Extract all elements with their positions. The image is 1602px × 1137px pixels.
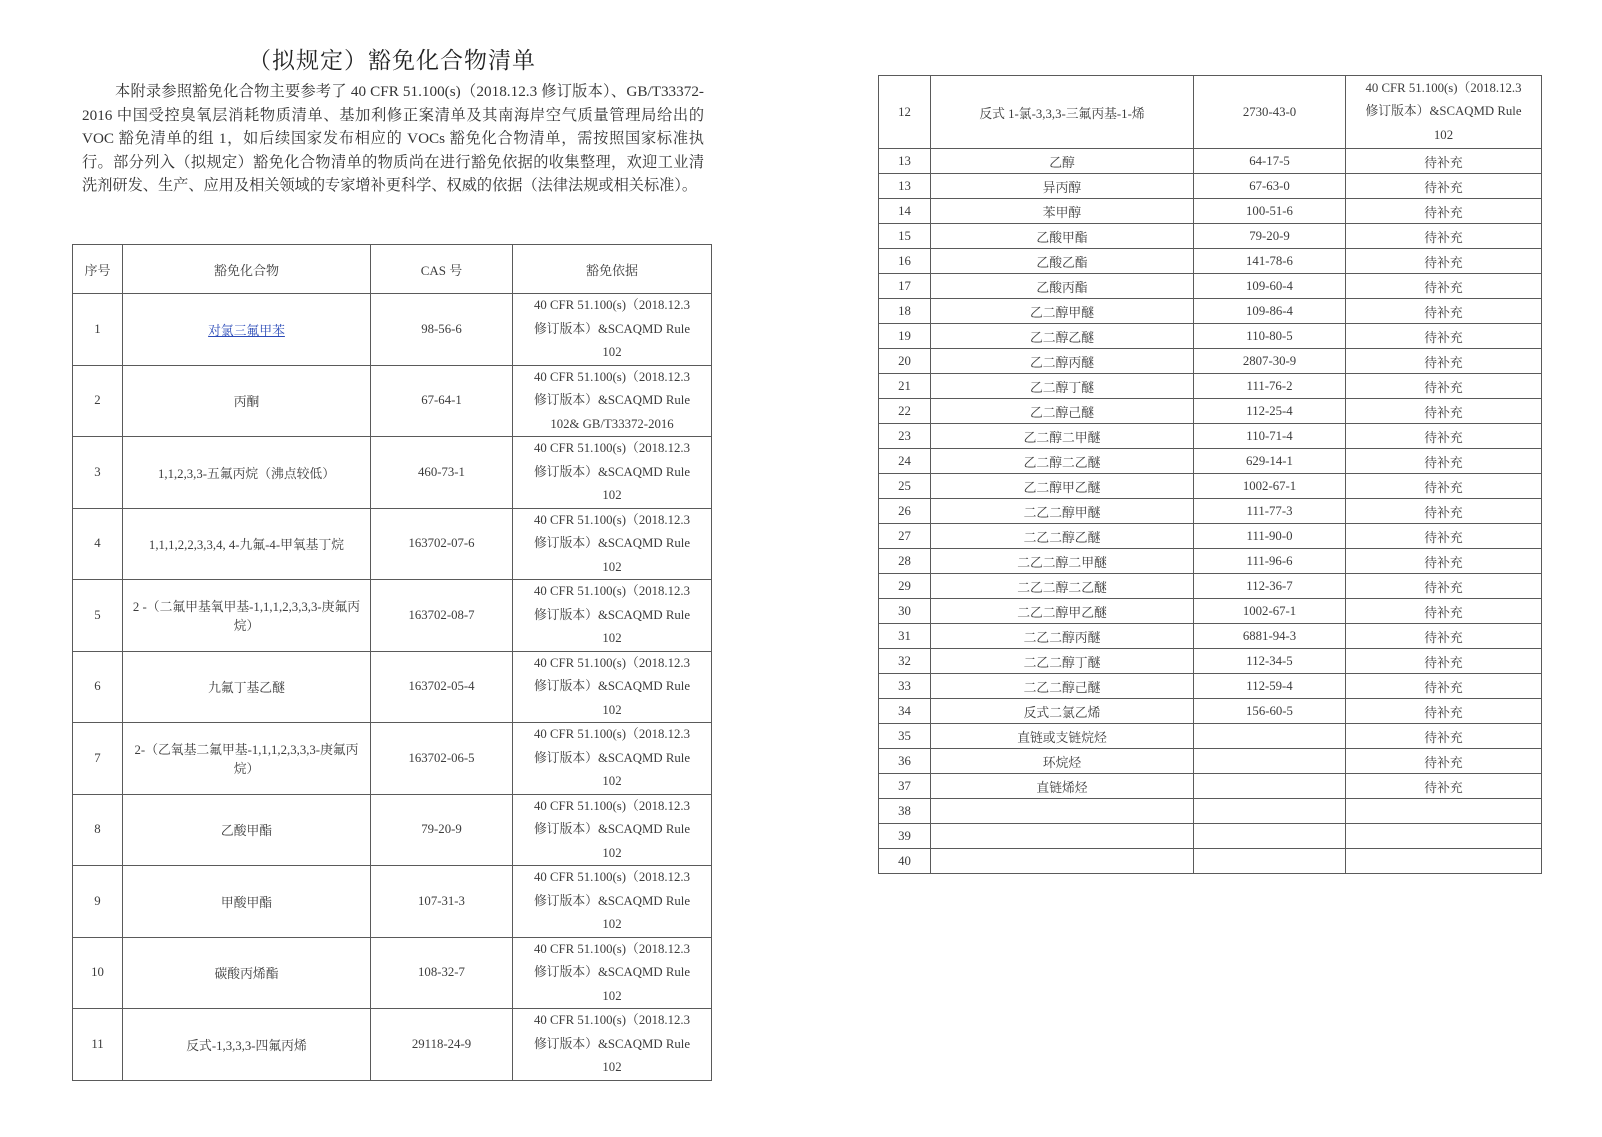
cas-number: 29118-24-9 xyxy=(371,1009,513,1081)
cas-number xyxy=(1194,799,1346,824)
basis-line: 40 CFR 51.100(s)（2018.12.3 xyxy=(533,870,691,884)
row-number: 10 xyxy=(73,937,123,1009)
compound-name: 直链烯烃 xyxy=(931,774,1194,799)
compound-name: 二乙二醇己醚 xyxy=(931,674,1194,699)
cas-number: 2807-30-9 xyxy=(1194,349,1346,374)
exemption-basis: 待补充 xyxy=(1346,624,1542,649)
cas-number: 1002-67-1 xyxy=(1194,474,1346,499)
basis-line: 修订版本）&SCAQMD Rule xyxy=(533,822,691,836)
row-number: 26 xyxy=(879,499,931,524)
compound-name: 乙酸乙酯 xyxy=(931,249,1194,274)
exemption-basis xyxy=(513,1009,712,1081)
compound-name: 反式二氯乙烯 xyxy=(931,699,1194,724)
row-number: 15 xyxy=(879,224,931,249)
exemption-basis: 待补充 xyxy=(1346,674,1542,699)
exemption-basis: 待补充 xyxy=(1346,324,1542,349)
basis-line: 102 xyxy=(602,774,622,788)
exemption-basis xyxy=(1346,824,1542,849)
row-number: 8 xyxy=(73,794,123,866)
table-row xyxy=(879,149,1542,174)
table-row xyxy=(879,699,1542,724)
basis-line: 102 xyxy=(602,702,622,717)
row-number: 35 xyxy=(879,724,931,749)
row-number: 30 xyxy=(879,599,931,624)
compound-name: 乙二醇丁醚 xyxy=(931,374,1194,399)
exempt-compound-table-right xyxy=(878,75,1542,874)
table-row xyxy=(879,299,1542,324)
compound-name: 1,1,1,2,2,3,3,4, 4-九氟-4-甲氧基丁烷 xyxy=(123,508,371,580)
row-number: 33 xyxy=(879,674,931,699)
header-basis: 豁免依据 xyxy=(513,245,712,294)
cas-number xyxy=(1194,774,1346,799)
table-row xyxy=(879,574,1542,599)
compound-name: 乙二醇二乙醚 xyxy=(931,449,1194,474)
exemption-basis: 待补充 xyxy=(1346,374,1542,399)
compound-name: 碳酸丙烯酯 xyxy=(123,937,371,1009)
row-number: 11 xyxy=(73,1009,123,1081)
table-row xyxy=(879,849,1542,874)
basis-line: 修订版本）&SCAQMD Rule xyxy=(533,607,691,622)
row-number: 17 xyxy=(879,274,931,299)
cas-number: 6881-94-3 xyxy=(1194,624,1346,649)
table-row xyxy=(73,866,712,938)
row-number: 32 xyxy=(879,649,931,674)
compound-name xyxy=(931,799,1194,824)
compound-name xyxy=(931,824,1194,849)
compound-name xyxy=(123,294,371,366)
table-row xyxy=(879,649,1542,674)
compound-name: 九氟丁基乙醚 xyxy=(123,651,371,723)
basis-line: 102 xyxy=(1433,127,1454,142)
cas-number: 110-71-4 xyxy=(1194,424,1346,449)
basis-line: 102 xyxy=(602,559,622,574)
cas-number: 109-86-4 xyxy=(1194,299,1346,324)
compound-name: 二乙二醇丁醚 xyxy=(931,649,1194,674)
compound-name: 2 -（二氟甲基氧甲基-1,1,1,2,3,3,3-庚氟丙烷） xyxy=(123,580,371,652)
compound-name: 环烷烃 xyxy=(931,749,1194,774)
basis-line: 40 CFR 51.100(s)（2018.12.3 xyxy=(533,512,691,527)
table-row xyxy=(879,824,1542,849)
compound-name: 二乙二醇二乙醚 xyxy=(931,574,1194,599)
cas-number: 163702-08-7 xyxy=(371,580,513,652)
basis-line: 40 CFR 51.100(s)（2018.12.3 xyxy=(533,941,691,956)
compound-name: 苯甲醇 xyxy=(931,199,1194,224)
table-row xyxy=(879,199,1542,224)
exemption-basis: 待补充 xyxy=(1346,524,1542,549)
row-number: 14 xyxy=(879,199,931,224)
row-number: 3 xyxy=(73,437,123,509)
cas-number: 2730-43-0 xyxy=(1194,76,1346,149)
basis-line: 修订版本）&SCAQMD Rule xyxy=(533,965,691,979)
basis-line: 40 CFR 51.100(s)（2018.12.3 xyxy=(533,298,691,312)
basis-line: 102 xyxy=(602,631,622,645)
table-row xyxy=(879,474,1542,499)
table-row xyxy=(879,449,1542,474)
cas-number xyxy=(1194,749,1346,774)
row-number: 23 xyxy=(879,424,931,449)
compound-name: 反式-1,3,3,3-四氟丙烯 xyxy=(123,1009,371,1081)
exemption-basis: 待补充 xyxy=(1346,349,1542,374)
header-compound: 豁免化合物 xyxy=(123,245,371,294)
row-number: 19 xyxy=(879,324,931,349)
basis-line: 修订版本）&SCAQMD Rule xyxy=(533,321,691,336)
compound-name: 二乙二醇甲乙醚 xyxy=(931,599,1194,624)
exemption-basis xyxy=(513,794,712,866)
exemption-basis: 待补充 xyxy=(1346,299,1542,324)
intro-paragraph xyxy=(82,80,704,198)
cas-number: 163702-05-4 xyxy=(371,651,513,723)
cas-number: 112-59-4 xyxy=(1194,674,1346,699)
cas-number: 64-17-5 xyxy=(1194,149,1346,174)
row-number: 29 xyxy=(879,574,931,599)
table-row xyxy=(73,294,712,366)
basis-line: 修订版本）&SCAQMD Rule xyxy=(1365,104,1522,119)
cas-number xyxy=(1194,824,1346,849)
intro-text: 本附录参照豁免化合物主要参考了 40 CFR 51.100(s)（2018.12.3 修订版本）、GB/T33372-2016 中国受控臭氧层消耗物质清单、基加利修正案清单及其南海岸空气质量管理局给出的 VOC 豁免清单的组 1，如后续国家发布相应的 VOCs 豁免化合物清单，需按照国家标准执行。部分列入（拟规定）豁免化合物清单的物质尚在进行豁免依据的收集整理，欢迎工业清洗剂研发、生产、应用及相关领域的专家增补更科学、权威的依据（法律法规或相关标准）。 xyxy=(82,83,704,194)
compound-name: 二乙二醇甲醚 xyxy=(931,499,1194,524)
exemption-basis xyxy=(513,866,712,938)
compound-name: 乙二醇丙醚 xyxy=(931,349,1194,374)
cas-number: 67-64-1 xyxy=(371,365,513,437)
row-number: 27 xyxy=(879,524,931,549)
row-number: 5 xyxy=(73,580,123,652)
row-number: 9 xyxy=(73,866,123,938)
exemption-basis xyxy=(513,365,712,437)
exemption-basis xyxy=(513,651,712,723)
basis-line: 修订版本）&SCAQMD Rule xyxy=(533,679,691,693)
cas-number: 629-14-1 xyxy=(1194,449,1346,474)
compound-name: 乙酸丙酯 xyxy=(931,274,1194,299)
exemption-basis: 待补充 xyxy=(1346,549,1542,574)
table-row xyxy=(879,249,1542,274)
basis-line: 102 xyxy=(602,488,622,502)
compound-name: 乙酸甲酯 xyxy=(123,794,371,866)
table-row xyxy=(879,524,1542,549)
compound-name: 甲酸甲酯 xyxy=(123,866,371,938)
table-row xyxy=(879,224,1542,249)
compound-name: 2-（乙氧基二氟甲基-1,1,1,2,3,3,3-庚氟丙烷） xyxy=(123,723,371,795)
cas-number: 163702-06-5 xyxy=(371,723,513,795)
compound-name: 二乙二醇丙醚 xyxy=(931,624,1194,649)
cas-number: 107-31-3 xyxy=(371,866,513,938)
exemption-basis: 待补充 xyxy=(1346,424,1542,449)
row-number: 13 xyxy=(879,149,931,174)
row-number: 4 xyxy=(73,508,123,580)
compound-name: 二乙二醇乙醚 xyxy=(931,524,1194,549)
table-row xyxy=(879,499,1542,524)
row-number: 22 xyxy=(879,399,931,424)
basis-line: 40 CFR 51.100(s)（2018.12.3 xyxy=(533,798,691,813)
cas-number: 109-60-4 xyxy=(1194,274,1346,299)
table-row xyxy=(73,508,712,580)
basis-line: 102 xyxy=(602,917,622,931)
header-cas: CAS 号 xyxy=(371,245,513,294)
cas-number: 111-90-0 xyxy=(1194,524,1346,549)
basis-line: 40 CFR 51.100(s)（2018.12.3 xyxy=(533,727,691,741)
basis-line: 修订版本）&SCAQMD Rule xyxy=(533,464,691,479)
row-number: 39 xyxy=(879,824,931,849)
table-row xyxy=(879,424,1542,449)
compound-name: 乙二醇己醚 xyxy=(931,399,1194,424)
exemption-basis: 待补充 xyxy=(1346,649,1542,674)
row-number: 24 xyxy=(879,449,931,474)
table-row xyxy=(879,349,1542,374)
table-row xyxy=(879,624,1542,649)
table-row xyxy=(73,1009,712,1081)
basis-line: 40 CFR 51.100(s)（2018.12.3 xyxy=(533,584,691,598)
exemption-basis: 待补充 xyxy=(1346,449,1542,474)
cas-number: 1002-67-1 xyxy=(1194,599,1346,624)
row-number: 21 xyxy=(879,374,931,399)
header-no: 序号 xyxy=(73,245,123,294)
cas-number xyxy=(1194,724,1346,749)
cas-number: 98-56-6 xyxy=(371,294,513,366)
basis-line: 40 CFR 51.100(s)（2018.12.3 xyxy=(1365,80,1522,95)
exemption-basis xyxy=(513,937,712,1009)
exemption-basis xyxy=(513,723,712,795)
exemption-basis xyxy=(513,294,712,366)
basis-line: 40 CFR 51.100(s)（2018.12.3 xyxy=(533,369,691,384)
cas-number: 67-63-0 xyxy=(1194,174,1346,199)
row-number: 40 xyxy=(879,849,931,874)
cas-number: 112-25-4 xyxy=(1194,399,1346,424)
basis-line: 40 CFR 51.100(s)（2018.12.3 xyxy=(533,441,691,455)
exemption-basis xyxy=(513,437,712,509)
exemption-basis xyxy=(1346,799,1542,824)
table-row xyxy=(73,365,712,437)
table-row xyxy=(879,799,1542,824)
exempt-compound-table-left xyxy=(72,244,712,1081)
compound-name: 丙酮 xyxy=(123,365,371,437)
basis-line: 修订版本）&SCAQMD Rule xyxy=(533,750,691,765)
row-number: 25 xyxy=(879,474,931,499)
cas-number: 111-77-3 xyxy=(1194,499,1346,524)
basis-line: 40 CFR 51.100(s)（2018.12.3 xyxy=(533,655,691,670)
table-row xyxy=(879,749,1542,774)
basis-line: 修订版本）&SCAQMD Rule xyxy=(533,536,691,550)
exemption-basis: 待补充 xyxy=(1346,274,1542,299)
exemption-basis: 待补充 xyxy=(1346,774,1542,799)
exemption-basis: 待补充 xyxy=(1346,174,1542,199)
cas-number: 163702-07-6 xyxy=(371,508,513,580)
cas-number: 111-76-2 xyxy=(1194,374,1346,399)
table-row xyxy=(73,437,712,509)
cas-number: 79-20-9 xyxy=(371,794,513,866)
cas-number: 100-51-6 xyxy=(1194,199,1346,224)
cas-number: 111-96-6 xyxy=(1194,549,1346,574)
compound-link[interactable]: 对氯三氟甲苯 xyxy=(208,323,285,338)
exemption-basis xyxy=(513,508,712,580)
exemption-basis xyxy=(1346,849,1542,874)
compound-name: 异丙醇 xyxy=(931,174,1194,199)
exemption-basis: 待补充 xyxy=(1346,574,1542,599)
cas-number: 141-78-6 xyxy=(1194,249,1346,274)
row-number: 20 xyxy=(879,349,931,374)
compound-name: 二乙二醇二甲醚 xyxy=(931,549,1194,574)
compound-name: 乙醇 xyxy=(931,149,1194,174)
table-row xyxy=(879,274,1542,299)
compound-name: 反式 1-氯-3,3,3-三氟丙基-1-烯 xyxy=(931,76,1194,149)
compound-name xyxy=(931,849,1194,874)
table-row xyxy=(879,399,1542,424)
cas-number: 112-36-7 xyxy=(1194,574,1346,599)
exemption-basis: 待补充 xyxy=(1346,749,1542,774)
compound-name: 直链或支链烷烃 xyxy=(931,724,1194,749)
exemption-basis xyxy=(513,580,712,652)
table-row xyxy=(879,174,1542,199)
row-number: 7 xyxy=(73,723,123,795)
compound-name: 乙酸甲酯 xyxy=(931,224,1194,249)
basis-line: 102 xyxy=(602,1060,622,1074)
table-row xyxy=(879,774,1542,799)
compound-name: 乙二醇甲乙醚 xyxy=(931,474,1194,499)
exemption-basis: 待补充 xyxy=(1346,149,1542,174)
exemption-basis: 待补充 xyxy=(1346,474,1542,499)
table-row xyxy=(73,794,712,866)
basis-line: 修订版本）&SCAQMD Rule xyxy=(533,893,691,908)
basis-line: 102 xyxy=(602,845,622,860)
table-row xyxy=(73,580,712,652)
exemption-basis: 待补充 xyxy=(1346,599,1542,624)
row-number: 6 xyxy=(73,651,123,723)
cas-number: 79-20-9 xyxy=(1194,224,1346,249)
row-number: 2 xyxy=(73,365,123,437)
table-row xyxy=(879,549,1542,574)
row-number: 13 xyxy=(879,174,931,199)
row-number: 18 xyxy=(879,299,931,324)
table-row xyxy=(879,674,1542,699)
cas-number: 156-60-5 xyxy=(1194,699,1346,724)
table-row xyxy=(879,599,1542,624)
basis-line: 102& GB/T33372-2016 xyxy=(550,416,674,431)
row-number: 38 xyxy=(879,799,931,824)
row-number: 37 xyxy=(879,774,931,799)
compound-name: 乙二醇二甲醚 xyxy=(931,424,1194,449)
compound-name: 1,1,2,3,3-五氟丙烷（沸点较低） xyxy=(123,437,371,509)
basis-line: 102 xyxy=(602,988,622,1003)
table-row xyxy=(879,324,1542,349)
cas-number: 110-80-5 xyxy=(1194,324,1346,349)
exemption-basis: 待补充 xyxy=(1346,199,1542,224)
basis-line: 40 CFR 51.100(s)（2018.12.3 xyxy=(533,1013,691,1027)
row-number: 31 xyxy=(879,624,931,649)
exemption-basis: 待补充 xyxy=(1346,699,1542,724)
exemption-basis: 待补充 xyxy=(1346,249,1542,274)
compound-name: 乙二醇乙醚 xyxy=(931,324,1194,349)
row-number: 36 xyxy=(879,749,931,774)
exemption-basis xyxy=(1346,76,1542,149)
table-row xyxy=(73,723,712,795)
row-number: 12 xyxy=(879,76,931,149)
row-number: 34 xyxy=(879,699,931,724)
table-header-row xyxy=(73,245,712,294)
table-row xyxy=(879,374,1542,399)
cas-number: 112-34-5 xyxy=(1194,649,1346,674)
basis-line: 修订版本）&SCAQMD Rule xyxy=(533,1036,691,1051)
row-number: 1 xyxy=(73,294,123,366)
table-row xyxy=(879,76,1542,149)
exemption-basis: 待补充 xyxy=(1346,399,1542,424)
table-row xyxy=(73,651,712,723)
exemption-basis: 待补充 xyxy=(1346,724,1542,749)
row-number: 28 xyxy=(879,549,931,574)
table-row xyxy=(879,724,1542,749)
table-row xyxy=(73,937,712,1009)
compound-name: 乙二醇甲醚 xyxy=(931,299,1194,324)
cas-number: 460-73-1 xyxy=(371,437,513,509)
basis-line: 修订版本）&SCAQMD Rule xyxy=(533,393,691,407)
page-title: （拟规定）豁免化合物清单 xyxy=(248,48,536,74)
cas-number xyxy=(1194,849,1346,874)
exemption-basis: 待补充 xyxy=(1346,499,1542,524)
basis-line: 102 xyxy=(602,345,622,359)
exemption-basis: 待补充 xyxy=(1346,224,1542,249)
row-number: 16 xyxy=(879,249,931,274)
cas-number: 108-32-7 xyxy=(371,937,513,1009)
